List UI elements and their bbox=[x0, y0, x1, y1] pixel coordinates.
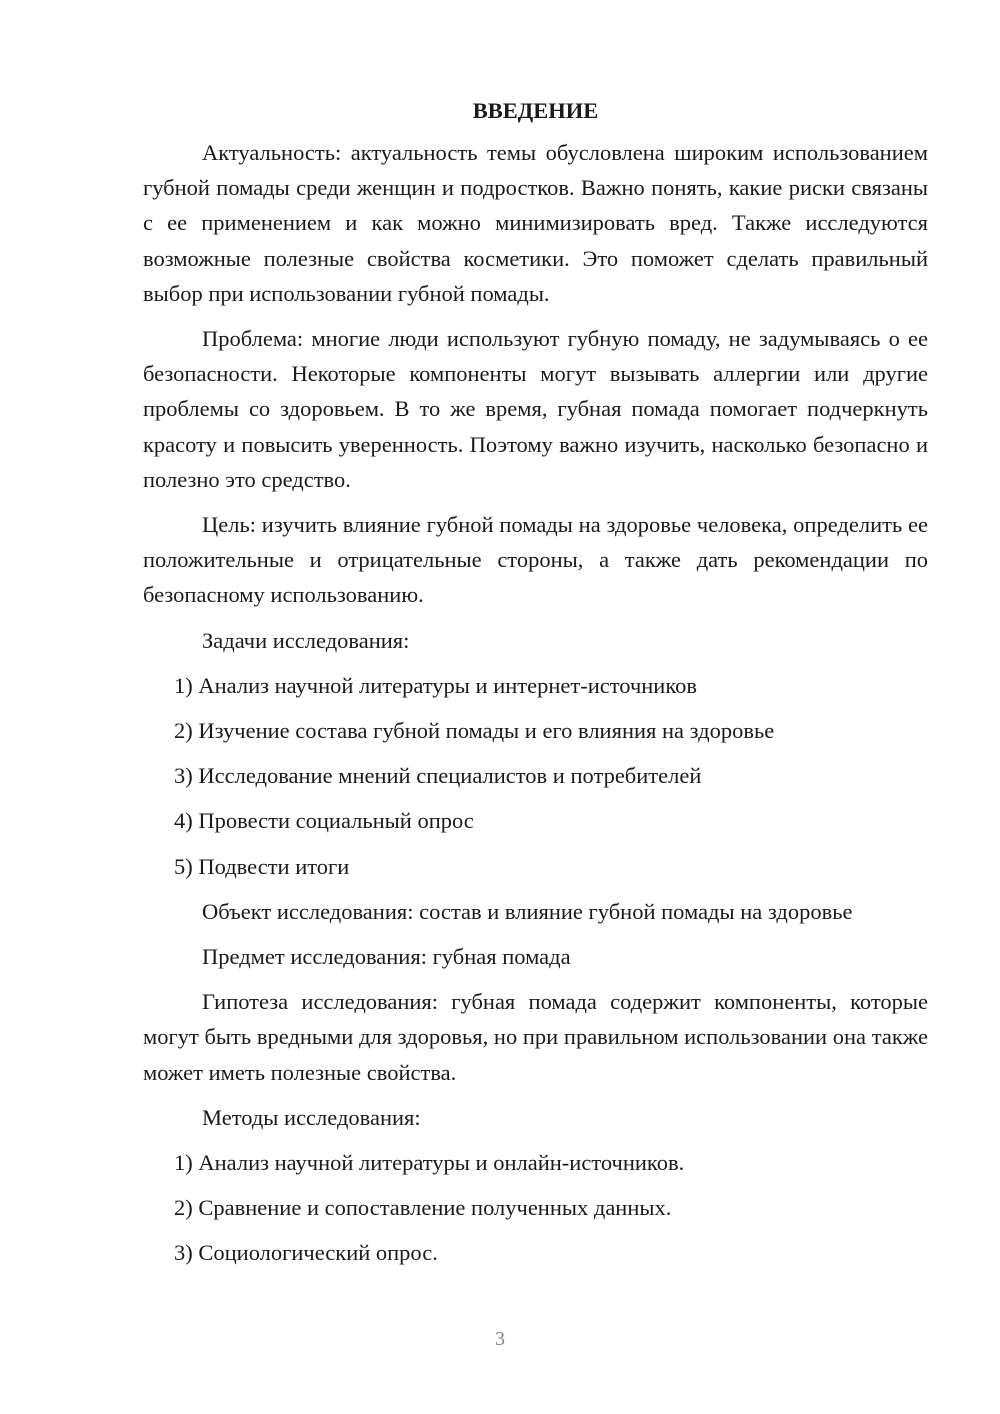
goal-paragraph: Цель: изучить влияние губной помады на здоровье человека, определить ее положительные и отрицательные стороны, а также дать рекомендации по безопасному использованию. bbox=[143, 512, 928, 608]
method-item: 1) Анализ научной литературы и онлайн-источников. bbox=[174, 1150, 685, 1176]
section-title: ВВЕДЕНИЕ bbox=[472, 98, 599, 123]
task-item: 5) Подвести итоги bbox=[174, 853, 350, 879]
tasks-heading: Задачи исследования: bbox=[202, 627, 410, 653]
task-item: 3) Исследование мнений специалистов и потребителей bbox=[174, 763, 702, 789]
method-item: 3) Социологический опрос. bbox=[174, 1240, 438, 1266]
problem-paragraph: Проблема: многие люди используют губную помаду, не задумываясь о ее безопасности. Некоторые компоненты могут вызывать аллергии или другие проблемы со здоровьем. В то же время, губная помада помогает подчеркнуть красоту и повысить уверенность. Поэтому важно изучить, насколько безопасно и полезно это средство. bbox=[143, 326, 928, 492]
relevance-paragraph: Актуальность: актуальность темы обусловлена широким использованием губной помады среди женщин и подростков. Важно понять, какие риски связаны с ее применением и как можно минимизировать вред. Также исследуются возможные полезные свойства косметики. Это поможет сделать правильный выбор при использовании губной помады. bbox=[143, 140, 928, 306]
page-number: 3 bbox=[495, 1328, 505, 1350]
tasks-list bbox=[143, 668, 928, 884]
document-page bbox=[143, 96, 928, 1281]
subject-line: Предмет исследования: губная помада bbox=[202, 944, 571, 970]
task-item: 1) Анализ научной литературы и интернет-источников bbox=[174, 672, 698, 698]
task-item: 2) Изучение состава губной помады и его влияния на здоровье bbox=[174, 718, 775, 744]
methods-list bbox=[143, 1145, 928, 1271]
hypothesis-paragraph: Гипотеза исследования: губная помада содержит компоненты, которые могут быть вредными для здоровья, но при правильном использовании она также может иметь полезные свойства. bbox=[143, 989, 928, 1085]
object-line: Объект исследования: состав и влияние губной помады на здоровье bbox=[202, 898, 853, 924]
task-item: 4) Провести социальный опрос bbox=[174, 808, 474, 834]
method-item: 2) Сравнение и сопоставление полученных данных. bbox=[174, 1195, 672, 1221]
methods-heading: Методы исследования: bbox=[202, 1104, 421, 1130]
